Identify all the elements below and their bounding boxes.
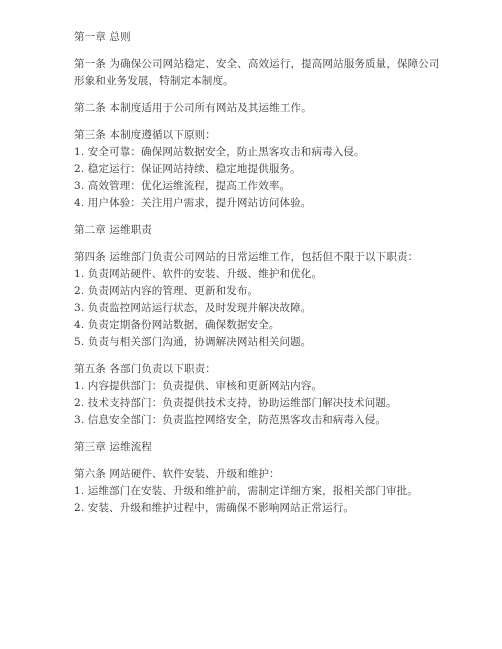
- article-3: 第三条 本制度遵循以下原则：: [74, 129, 216, 141]
- principle-item: 4. 用户体验：关注用户需求，提升网站访问体验。: [74, 197, 312, 209]
- article-2: 第二条 本制度适用于公司所有网站及其运维工作。: [74, 102, 312, 114]
- article-6: 第六条 网站硬件、软件安装、升级和维护：: [74, 468, 280, 480]
- duty-item: 5. 负责与相关部门沟通，协调解决网站相关问题。: [74, 336, 312, 348]
- principle-item: 3. 高效管理：优化运维流程，提高工作效率。: [74, 180, 291, 192]
- duty-item: 3. 负责监控网站运行状态，及时发现并解决故障。: [74, 302, 312, 314]
- duty-item: 1. 负责网站硬件、软件的安装、升级、维护和优化。: [74, 268, 323, 280]
- chapter-1-title: 第一章 总则: [74, 31, 131, 43]
- duty-item: 4. 负责定期备份网站数据，确保数据安全。: [74, 319, 280, 331]
- chapter-3-title: 第三章 运维流程: [74, 441, 153, 453]
- principle-item: 1. 安全可靠：确保网站数据安全，防止黑客攻击和病毒入侵。: [74, 146, 365, 158]
- article-1: 第一条 为确保公司网站稳定、安全、高效运行，提高网站服务质量，保障公司形象和业务发展，特制定本制度。: [74, 58, 440, 87]
- article-4: 第四条 运维部门负责公司网站的日常运维工作，包括但不限于以下职责：: [74, 251, 419, 263]
- article-5: 第五条 各部门负责以下职责：: [74, 363, 216, 375]
- dept-duty-item: 2. 技术支持部门：负责提供技术支持，协助运维部门解决技术问题。: [74, 397, 397, 409]
- chapter-2-title: 第二章 运维职责: [74, 224, 153, 236]
- process-item: 2. 安装、升级和维护过程中，需确保不影响网站正常运行。: [74, 502, 355, 514]
- duty-item: 2. 负责网站内容的管理、更新和发布。: [74, 285, 259, 297]
- process-item: 1. 运维部门在安装、升级和维护前，需制定详细方案，报相关部门审批。: [74, 485, 418, 497]
- principle-item: 2. 稳定运行：保证网站持续、稳定地提供服务。: [74, 163, 301, 175]
- dept-duty-item: 3. 信息安全部门：负责监控网络安全，防范黑客攻击和病毒入侵。: [74, 414, 387, 426]
- dept-duty-item: 1. 内容提供部门：负责提供、审核和更新网站内容。: [74, 380, 323, 392]
